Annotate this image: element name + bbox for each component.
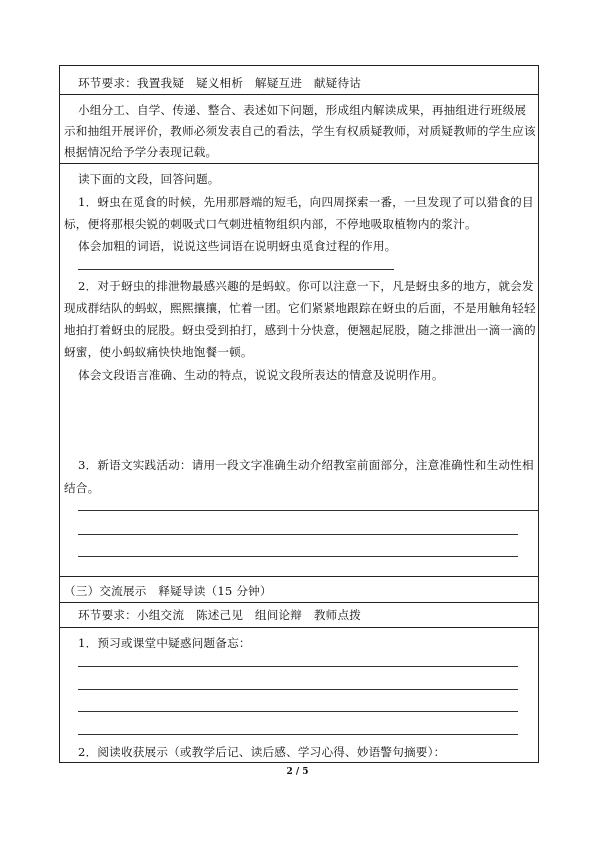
row-divider [59,94,539,95]
answer-line[interactable] [78,510,538,511]
page-number: 2 / 5 [286,767,309,777]
document-table [59,65,539,763]
row-divider [59,627,539,628]
row-divider [59,163,539,164]
q3-text-line: 结合。 [64,481,100,495]
answer-line[interactable] [78,534,518,535]
q1-text-line: 标，便将那根尖锐的刺吸式口气刺进植物组织内部，不停地吸取植物内的浆汁。 [64,217,477,231]
section3-requirements: 环节要求：小组交流 陈述己见 组间论辩 教师点拨 [78,608,362,622]
q1-task: 体会加粗的词语，说说这些词语在说明蚜虫觅食过程的作用。 [78,239,397,253]
section1-intro-line: 示和抽组开展评价，教师必须发表自己的看法，学生有权质疑教师，对质疑教师的学生应该 [64,124,536,138]
section1-intro-line: 根据情况给予学分表现记载。 [64,145,218,159]
answer-line[interactable] [78,711,518,712]
section3-item2: 2．阅读收获展示（或教学后记、读后感、学习心得、妙语警句摘要）： [78,745,446,759]
answer-line[interactable] [78,689,518,690]
q1-text-line: 1．蚜虫在觅食的时候，先用那唇端的短毛，向四周探索一番，一旦发现了可以猎食的目 [78,195,534,209]
answer-line[interactable] [78,734,518,735]
q3-text-line: 3．新语文实践活动：请用一段文字准确生动介绍教室前面部分，注意准确性和生动性相 [78,458,534,472]
section1-requirements: 环节要求：我置我疑 疑义相析 解疑互进 献疑待诂 [78,76,362,90]
q2-task: 体会文段语言准确、生动的特点，说说文段所表达的情意及说明作用。 [78,368,444,382]
section3-item1: 1．预习或课堂中疑惑问题备忘： [78,636,251,650]
q2-text-line: 蚜蜜，使小蚂蚁痛快快地饱餐一顿。 [64,345,253,359]
section1-intro-line: 小组分工、自学、传递、整合、表述如下问题，形成组内解读成果，再抽组进行班级展 [78,103,527,117]
section3-title: （三）交流展示 释疑导读（15 分钟） [64,584,272,598]
answer-line[interactable] [78,666,518,667]
q2-text-line: 2．对于蚜虫的排泄物最感兴趣的是蚂蚁。你可以注意一下，凡是蚜虫多的地方，就会发 [78,279,534,293]
q2-text-line: 现成群结队的蚂蚁，熙熙攘攘，忙着一团。它们紧紧地跟踪在蚜虫的后面，不是用触角轻轻 [64,301,536,315]
answer-line[interactable] [78,556,518,557]
row-divider [59,576,539,577]
answer-line[interactable] [78,269,394,270]
row-divider [59,602,539,603]
exercise-prompt: 读下面的文段，回答问题。 [78,172,220,186]
q2-text-line: 地拍打着蚜虫的屁股。蚜虫受到拍打，感到十分快意，便翘起屁股，随之排泄出一滴一滴的 [64,323,536,337]
